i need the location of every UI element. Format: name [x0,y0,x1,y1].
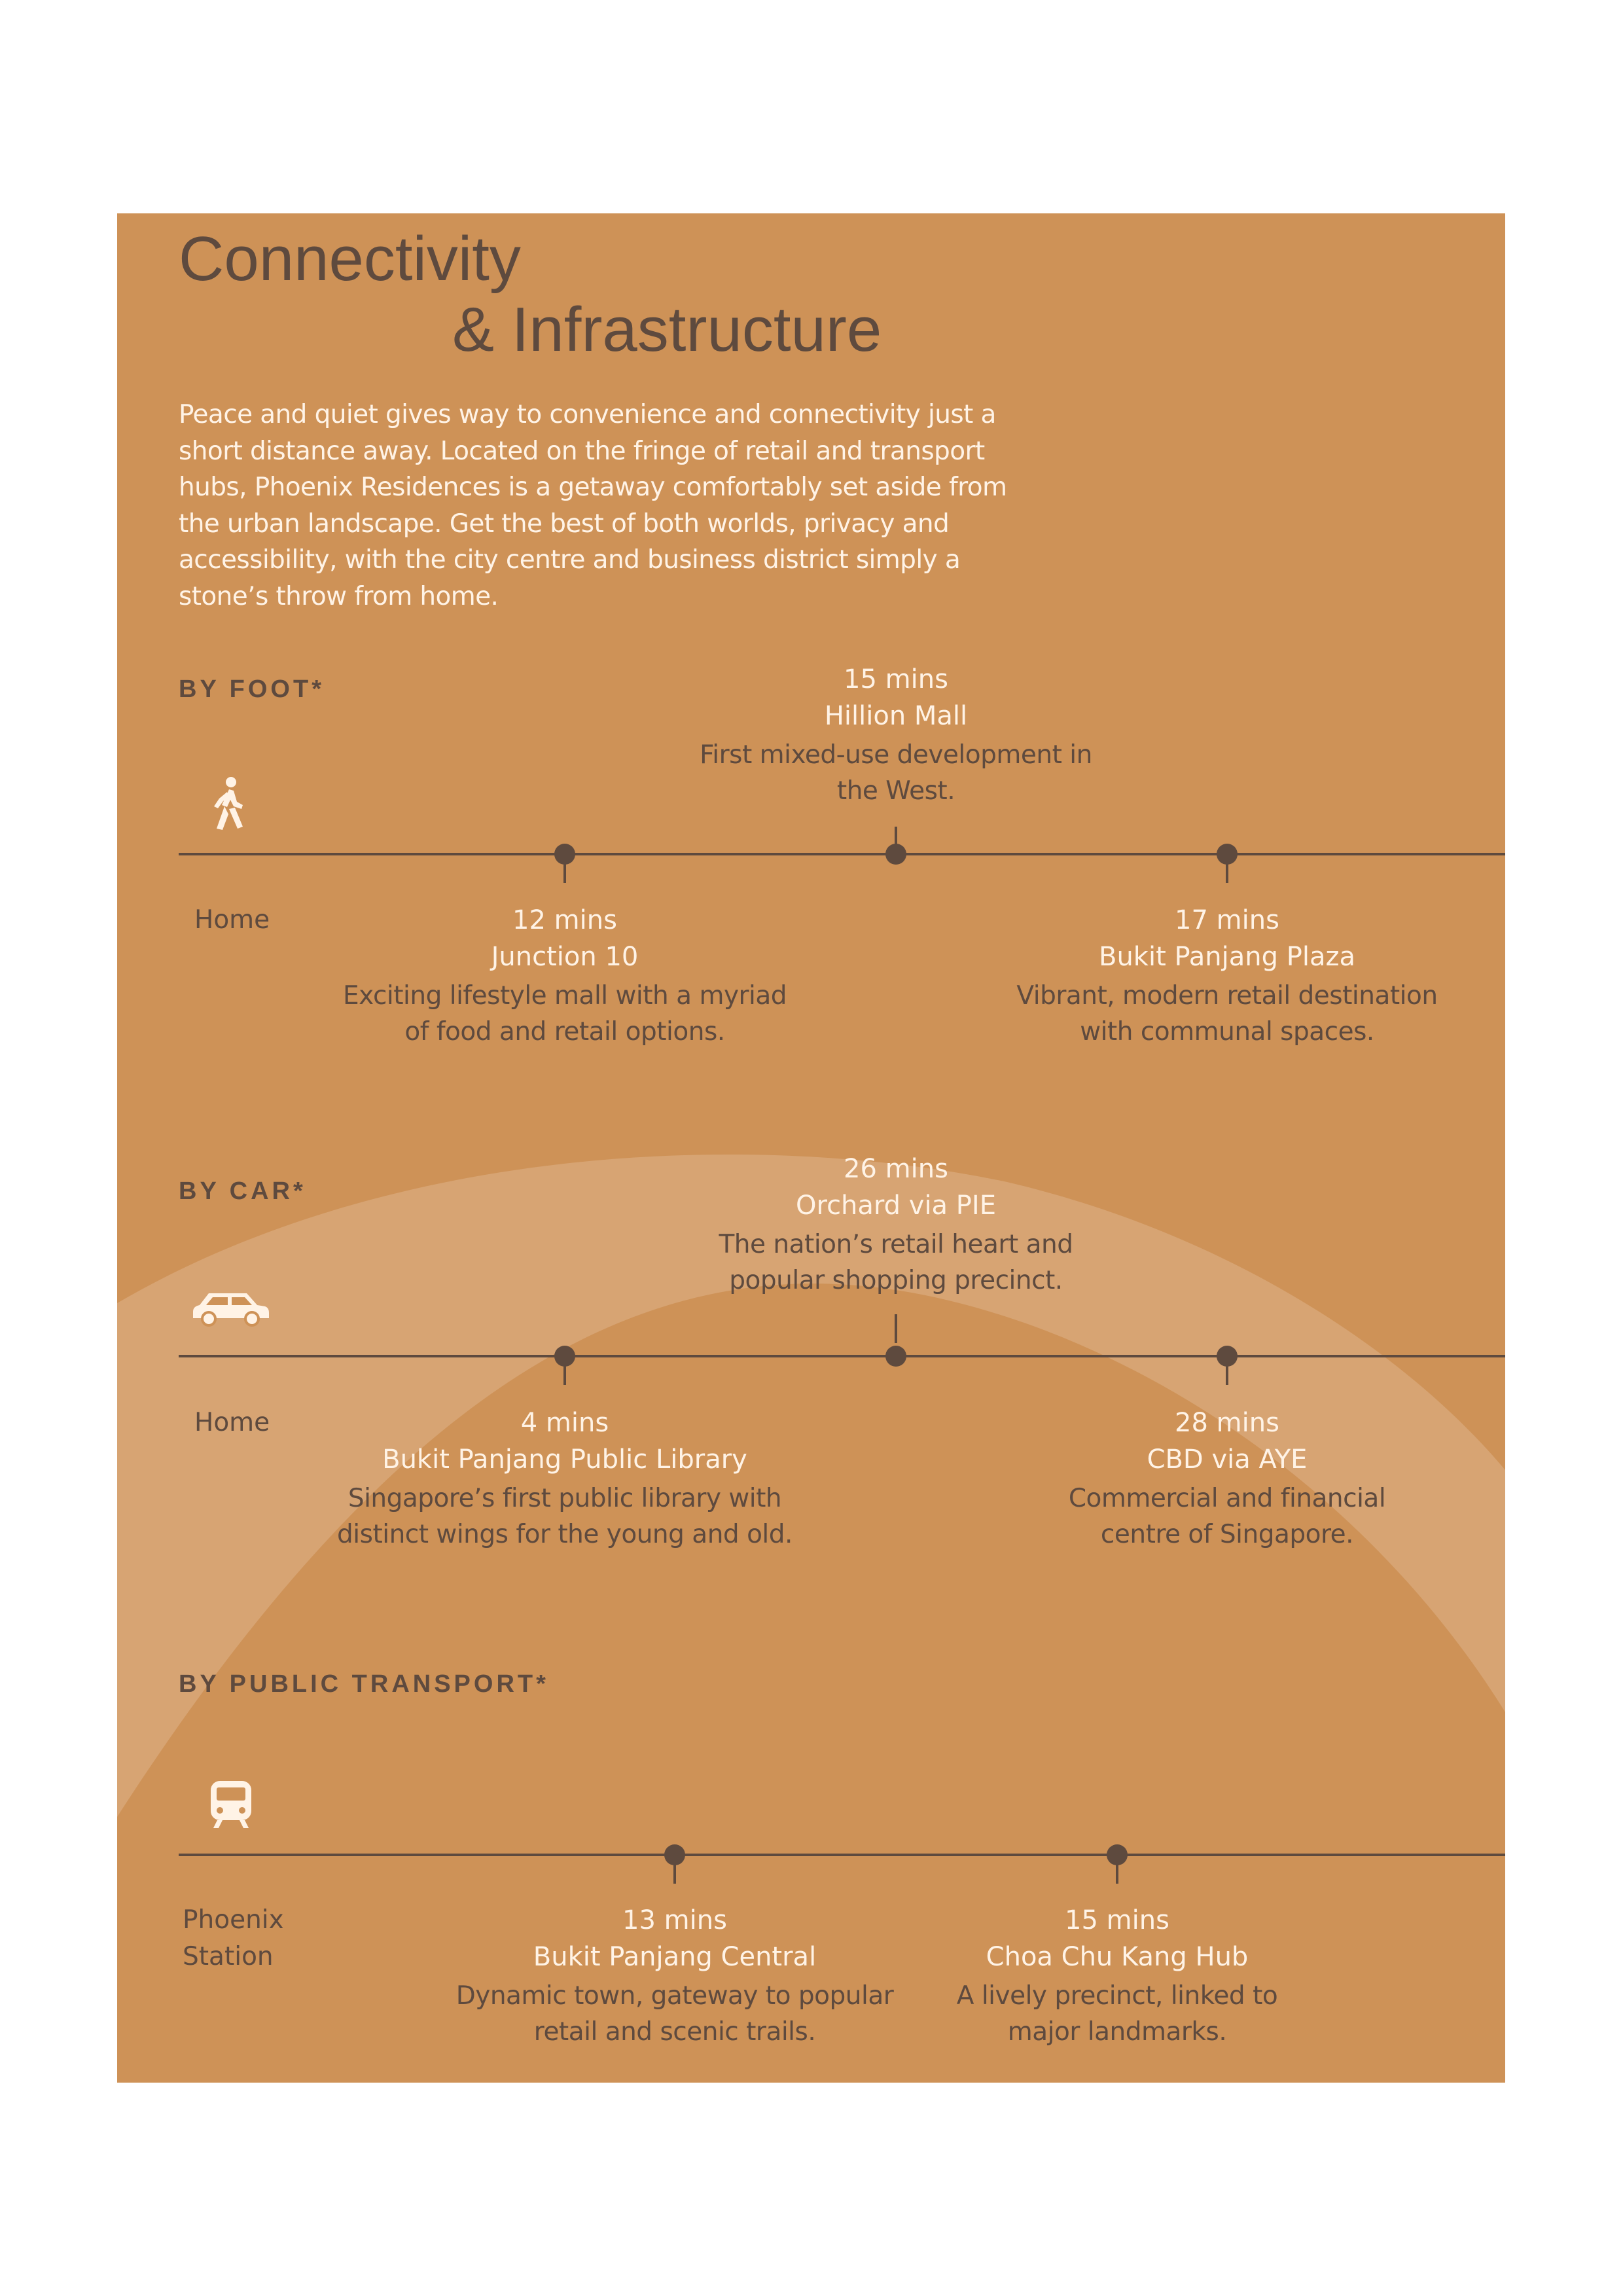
timeline-tick [1116,1855,1118,1884]
destination-name: Bukit Panjang Public Library [382,1444,747,1475]
car-icon [192,1291,270,1327]
page-title-line2: & Infrastructure [452,295,882,365]
travel-time: 26 mins [844,1154,948,1184]
timeline-tick [673,1855,676,1884]
travel-time: 4 mins [520,1408,609,1438]
intro-paragraph: Peace and quiet gives way to convenience and connectivity just a short distance away. Located on the fringe of retail and transport hubs, Phoenix Residences is a getaway comfortably set aside from the urban landscape. Get the best of both worlds, privacy and accessibility, with the city centre and business district simply a stone’s throw from home. [179,400,1007,611]
timeline-start-label: Phoenix Station [183,1905,284,1971]
destination-name: Hillion Mall [824,701,968,731]
destination-description: Dynamic town, gateway to popular retail and scenic trails. [455,1981,894,2047]
section-label-by-public-transport: BY PUBLIC TRANSPORT* [179,1670,549,1698]
destination-description: The nation’s retail heart and popular shopping precinct. [719,1230,1073,1295]
page-title-line1: Connectivity [179,224,521,294]
timeline-tick [1226,854,1228,883]
destination-name: Bukit Panjang Plaza [1099,942,1355,972]
timeline-line-by-foot [179,853,1505,855]
destination-bukit-panjang-public-library [296,1405,833,1552]
content-panel [117,213,1505,2083]
travel-time: 15 mins [1065,1905,1169,1935]
travel-time: 15 mins [844,664,948,694]
timeline-tick [895,1314,897,1343]
timeline-tick [563,854,566,883]
destination-bukit-panjang-plaza [959,902,1495,1050]
destination-description: First mixed-use development in the West. [700,740,1092,806]
travel-time: 12 mins [512,905,617,935]
destination-choa-chu-kang-hub [849,1902,1385,2050]
destination-description: Singapore’s first public library with distinct wings for the young and old. [337,1484,793,1549]
destination-description: Exciting lifestyle mall with a myriad of food and retail options. [342,981,787,1047]
destination-name: Choa Chu Kang Hub [986,1942,1249,1972]
section-label-by-car: BY CAR* [179,1177,306,1205]
timeline-start-label: Home [194,1408,270,1437]
travel-time: 17 mins [1175,905,1279,935]
timeline-tick [1226,1356,1228,1385]
destination-cbd-via-aye [959,1405,1495,1552]
travel-time: 13 mins [622,1905,727,1935]
destination-description: Commercial and financial centre of Singapore. [1068,1484,1386,1549]
destination-junction-10 [296,902,833,1050]
destination-description: A lively precinct, linked to major landmarks. [956,1981,1278,2047]
travel-time: 28 mins [1175,1408,1279,1438]
timeline-line-by-public-transport [179,1854,1505,1856]
timeline-tick [563,1356,566,1385]
destination-hillion-mall [628,661,1164,809]
timeline-start-label: Home [194,905,270,935]
timeline-line-by-car [179,1355,1505,1357]
destination-name: Orchard via PIE [796,1191,996,1221]
walking-person-icon [207,776,249,833]
timeline-dot [885,1346,906,1367]
destination-description: Vibrant, modern retail destination with communal spaces. [1016,981,1438,1047]
destination-orchard-via-pie [628,1151,1164,1299]
train-icon [209,1780,253,1829]
section-label-by-foot: BY FOOT* [179,675,325,703]
destination-name: CBD via AYE [1147,1444,1308,1475]
destination-name: Junction 10 [491,942,639,972]
timeline-tick [895,827,897,855]
destination-name: Bukit Panjang Central [533,1942,817,1972]
